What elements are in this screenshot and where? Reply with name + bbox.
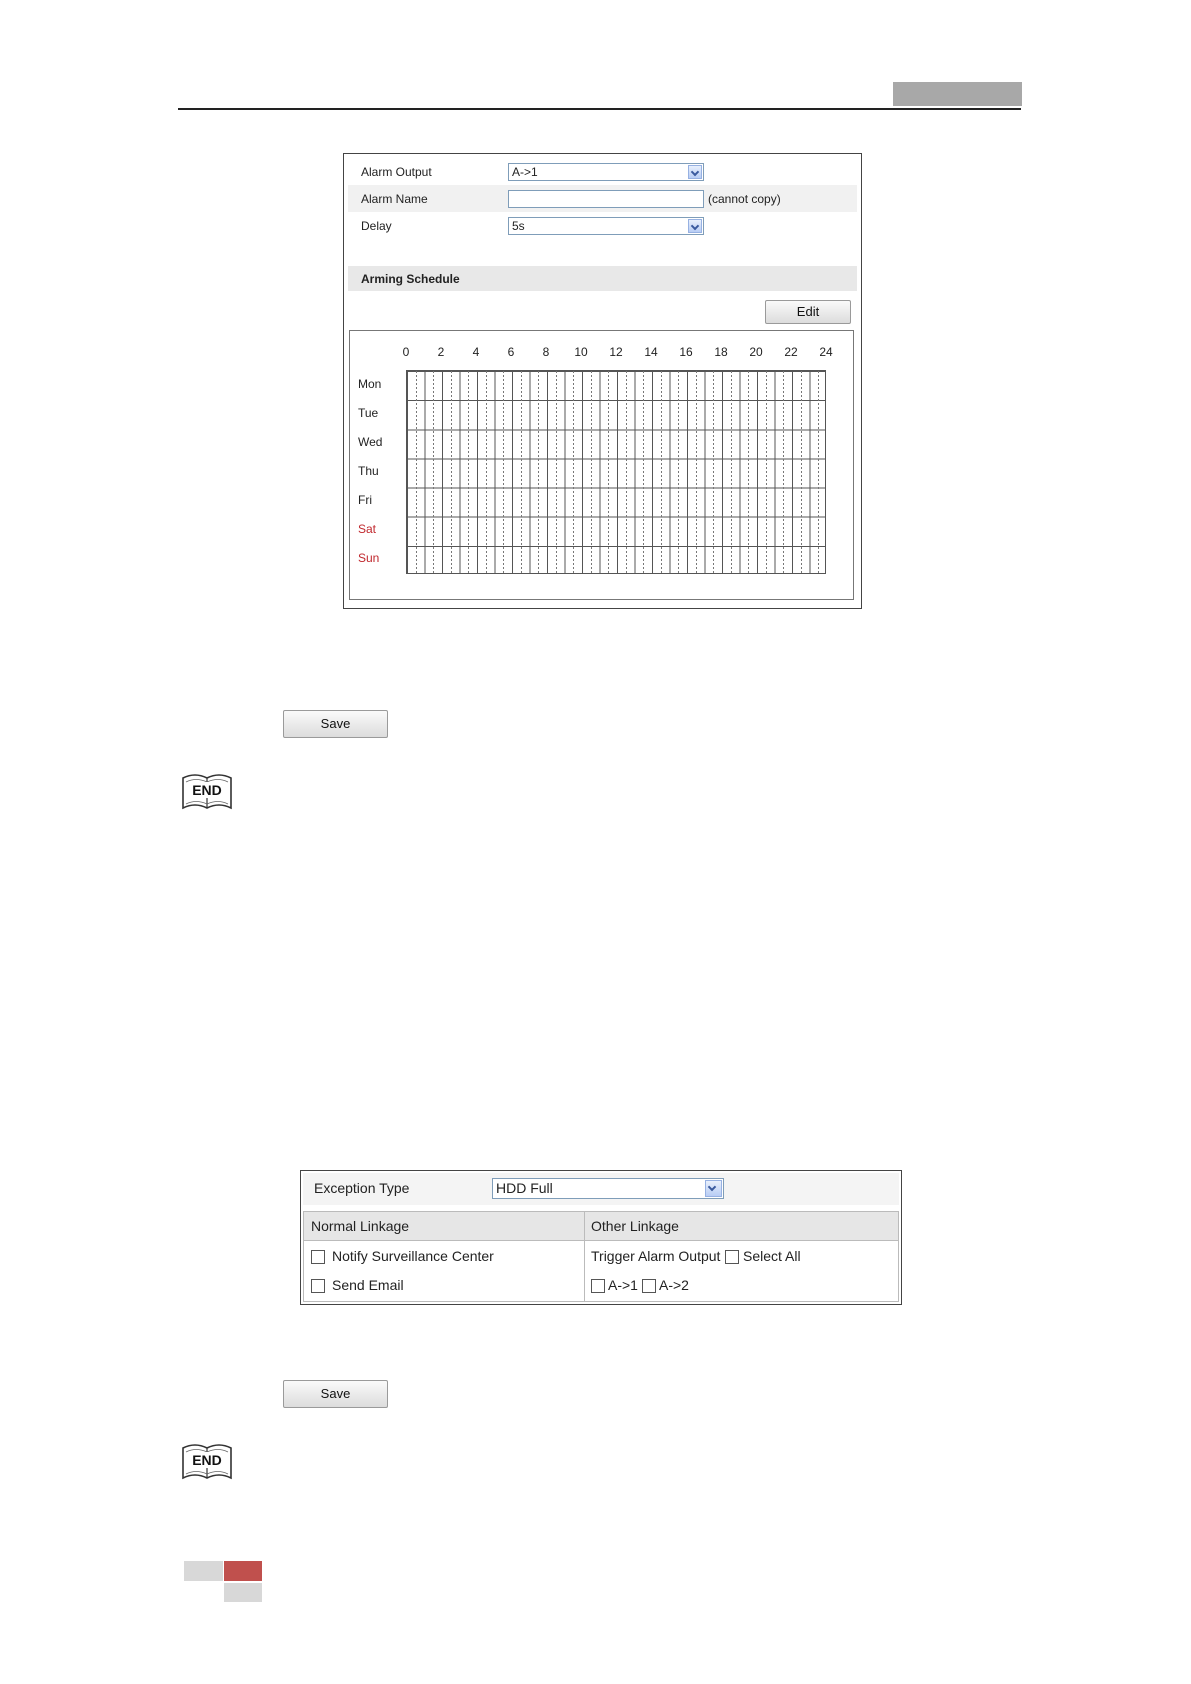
- half-hour-line: [521, 371, 522, 573]
- linkage-table: [303, 1211, 899, 1302]
- footer-block: [184, 1561, 223, 1581]
- half-hour-line: [556, 371, 557, 573]
- end-icon-label: END: [192, 782, 222, 798]
- half-hour-line: [626, 371, 627, 573]
- column-divider: [584, 1212, 585, 1301]
- arming-schedule-header: [348, 266, 857, 291]
- header-tab: [893, 82, 1022, 106]
- arming-schedule-grid: [349, 330, 854, 600]
- trigger-alarm-output-label: Trigger Alarm Output: [591, 1248, 721, 1264]
- chevron-down-icon[interactable]: [688, 219, 702, 233]
- edit-button[interactable]: Edit: [765, 300, 851, 324]
- alarm-output-value: A->1: [512, 165, 538, 179]
- alarm-name-hint: (cannot copy): [708, 192, 781, 206]
- arming-schedule-title: Arming Schedule: [361, 272, 460, 286]
- half-hour-line: [433, 371, 434, 573]
- day-label-fri: Fri: [358, 493, 372, 508]
- half-hour-line: [503, 371, 504, 573]
- save-button[interactable]: Save: [283, 1380, 388, 1408]
- footer-block: [224, 1583, 262, 1602]
- half-hour-line: [416, 371, 417, 573]
- half-hour-line: [538, 371, 539, 573]
- hour-label: 4: [472, 345, 480, 359]
- day-label-wed: Wed: [358, 434, 383, 449]
- send-email-checkbox[interactable]: [311, 1279, 325, 1293]
- hour-label: 24: [819, 345, 833, 359]
- day-label-mon: Mon: [358, 376, 382, 391]
- exception-panel: [300, 1170, 902, 1305]
- hour-label: 12: [609, 345, 623, 359]
- half-hour-line: [486, 371, 487, 573]
- delay-select[interactable]: [508, 217, 704, 235]
- half-hour-line: [661, 371, 662, 573]
- footer-block-accent: [224, 1561, 262, 1581]
- half-hour-line: [696, 371, 697, 573]
- end-icon: [181, 768, 233, 812]
- hour-label: 0: [402, 345, 410, 359]
- hour-label: 22: [784, 345, 798, 359]
- day-label-sat: Sat: [358, 522, 377, 537]
- end-icon: [181, 1438, 233, 1482]
- hour-label: 6: [507, 345, 515, 359]
- output-a2-checkbox[interactable]: [642, 1279, 656, 1293]
- exception-type-value: HDD Full: [496, 1180, 553, 1196]
- send-email-label: Send Email: [332, 1277, 404, 1293]
- output-a2-label: A->2: [659, 1277, 689, 1293]
- hour-label: 20: [749, 345, 763, 359]
- exception-type-label: Exception Type: [314, 1180, 410, 1196]
- half-hour-line: [783, 371, 784, 573]
- schedule-grid[interactable]: [406, 370, 826, 574]
- day-label-tue: Tue: [358, 405, 379, 420]
- exception-type-select[interactable]: [492, 1178, 724, 1199]
- output-a1-checkbox[interactable]: [591, 1279, 605, 1293]
- hour-label: 10: [574, 345, 588, 359]
- half-hour-line: [573, 371, 574, 573]
- hour-label: 8: [542, 345, 550, 359]
- hour-label: 14: [644, 345, 658, 359]
- chevron-down-icon[interactable]: [705, 1180, 722, 1197]
- half-hour-line: [801, 371, 802, 573]
- alarm-output-panel: [343, 153, 862, 609]
- hour-label: 2: [437, 345, 445, 359]
- delay-row: [348, 212, 857, 239]
- notify-center-checkbox[interactable]: [311, 1250, 325, 1264]
- normal-linkage-header: Normal Linkage: [311, 1218, 410, 1234]
- day-label-thu: Thu: [358, 464, 379, 478]
- chevron-down-icon[interactable]: [688, 165, 702, 179]
- alarm-output-row: [348, 158, 857, 185]
- delay-value: 5s: [512, 219, 525, 233]
- other-linkage-header: Other Linkage: [591, 1218, 679, 1234]
- select-all-label: Select All: [743, 1248, 801, 1264]
- alarm-name-row: [348, 185, 857, 212]
- alarm-name-label: Alarm Name: [361, 192, 428, 206]
- exception-type-row: [303, 1173, 899, 1205]
- half-hour-line: [713, 371, 714, 573]
- half-hour-line: [608, 371, 609, 573]
- hour-label: 16: [679, 345, 693, 359]
- select-all-checkbox[interactable]: [725, 1250, 739, 1264]
- notify-center-label: Notify Surveillance Center: [332, 1248, 494, 1264]
- half-hour-line: [818, 371, 819, 573]
- half-hour-line: [643, 371, 644, 573]
- day-label-sun: Sun: [358, 551, 380, 566]
- half-hour-line: [678, 371, 679, 573]
- half-hour-line: [766, 371, 767, 573]
- hour-label: 18: [714, 345, 728, 359]
- half-hour-line: [451, 371, 452, 573]
- half-hour-line: [731, 371, 732, 573]
- alarm-output-select[interactable]: [508, 163, 704, 181]
- end-icon-label: END: [192, 1452, 222, 1468]
- half-hour-line: [748, 371, 749, 573]
- half-hour-line: [591, 371, 592, 573]
- linkage-table-header: [304, 1212, 898, 1241]
- alarm-name-input[interactable]: [508, 190, 704, 208]
- delay-label: Delay: [361, 219, 392, 233]
- alarm-output-label: Alarm Output: [361, 165, 432, 179]
- half-hour-line: [468, 371, 469, 573]
- header-rule: [178, 108, 1021, 110]
- save-button[interactable]: Save: [283, 710, 388, 738]
- output-a1-label: A->1: [608, 1277, 638, 1293]
